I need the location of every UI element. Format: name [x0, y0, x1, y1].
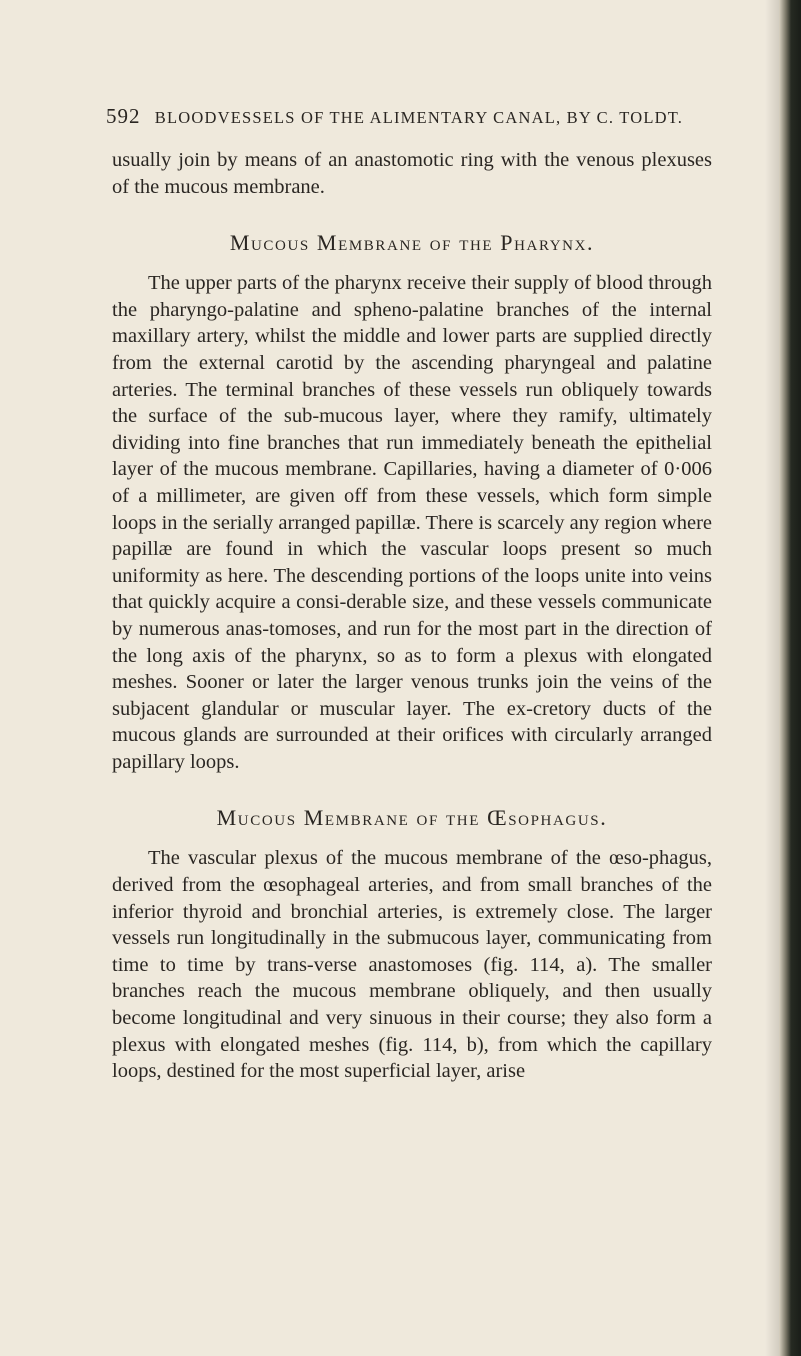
page-content: [106, 104, 712, 1085]
page-number: 592: [106, 104, 141, 128]
paragraph-pharynx: The upper parts of the pharynx receive their supply of blood through the pharyngo-palatine and spheno-palatine branches of the internal maxillary artery, whilst the middle and lower parts are supplied directly from the external carotid by the ascending pharyngeal and palatine arteries. The terminal branches of these vessels run obliquely towards the surface of the sub-mucous layer, where they ramify, ultimately dividing into fine branches that run immediately beneath the epithelial layer of the mucous membrane. Capillaries, having a diameter of 0·006 of a millimeter, are given off from these vessels, which form simple loops in the serially arranged papillæ. There is scarcely any region where papillæ are found in which the vascular loops present so much uniformity as here. The descending portions of the loops unite into veins that quickly acquire a consi-derable size, and these vessels communicate by numerous anas-tomoses, and run for the most part in the direction of the long axis of the pharynx, so as to form a plexus with elongated meshes. Sooner or later the larger venous trunks join the veins of the subjacent glandular or muscular layer. The ex-cretory ducts of the mucous glands are surrounded at their orifices with circularly arranged papillary loops.: [112, 272, 712, 773]
section-heading-pharynx: Mucous Membrane of the Pharynx.: [229, 230, 595, 256]
section-heading-oesophagus: Mucous Membrane of the Œsophagus.: [216, 805, 608, 831]
running-title: BLOODVESSELS OF THE ALIMENTARY CANAL, BY C. TOLDT.: [154, 108, 684, 127]
running-head: [106, 104, 712, 129]
page-edge: [779, 0, 801, 1356]
paragraph-oesophagus: The vascular plexus of the mucous membrane of the œso-phagus, derived from the œsophageal arteries, and from small branches of the inferior thyroid and bronchial arteries, is extremely close. The larger vessels run longitudinally in the submucous layer, communicating from time to time by trans-verse anastomoses (fig. 114, a). The smaller branches reach the mucous membrane obliquely, and then usually become longitudinal and very sinuous in their course; they also form a plexus with elongated meshes (fig. 114, b), from which the capillary loops, destined for the most superficial layer, arise: [112, 847, 712, 1083]
paragraph-continuation: usually join by means of an anastomotic ring with the venous plexuses of the mucous membrane.: [112, 149, 712, 198]
page-gutter-shadow: [765, 0, 779, 1356]
